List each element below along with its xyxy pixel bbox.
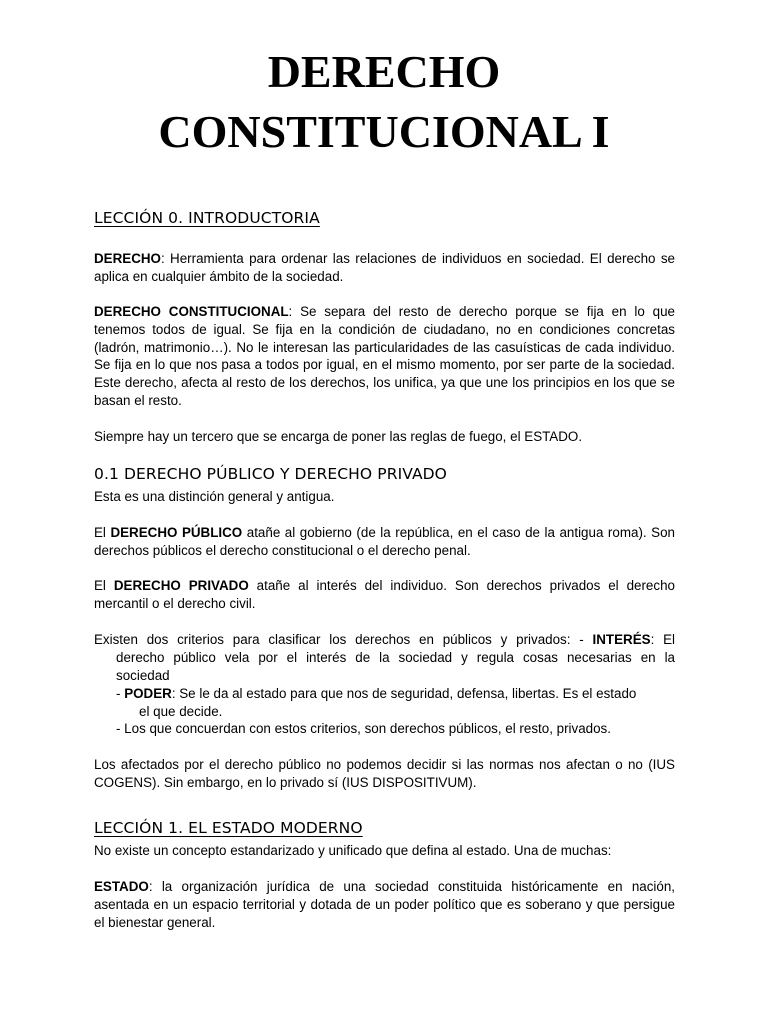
- criterios-lead: Existen dos criterios para clasificar los derechos en públicos y privados: -: [94, 632, 593, 647]
- poder-term: PODER: [124, 686, 172, 701]
- document-title-line2: CONSTITUCIONAL I: [158, 106, 610, 157]
- derecho-constitucional-text: : Se separa del resto de derecho porque se fija en lo que tenemos todos de igual. Se fija en la condición de ciudadano, no en condiciones concretas (ladrón, matrimonio…). No le interesan las particularidades de las casuísticas de cada individuo. Se fija en lo que nos pasa a todos por igual, en el mismo momento, por ser parte de la sociedad. Este derecho, afecta al resto de los derechos, los unifica, ya que une los principios en los que se basan el resto.: [94, 304, 675, 408]
- criterios-line1: [94, 631, 675, 649]
- afectados-paragraph: Los afectados por el derecho público no podemos decidir si las normas nos afectan o no (IUS COGENS). Sin embargo, en lo privado sí (IUS DISPOSITIVUM).: [94, 757, 675, 790]
- document-title-line1: DERECHO: [267, 46, 501, 97]
- criterios-line2: derecho público vela por el interés de la sociedad y regula cosas necesarias en la: [116, 650, 675, 665]
- publico-text: atañe al gobierno (de la república, en el caso de la antigua roma). Son derechos públicos el derecho constitucional o el derecho penal.: [94, 525, 675, 558]
- poder-line: [116, 685, 675, 703]
- estado-definition: [94, 878, 675, 931]
- lesson1-intro: No existe un concepto estandarizado y unificado que defina al estado. Una de muchas:: [94, 843, 612, 858]
- poder-text: : Se le da al estado para que nos de seguridad, defensa, libertas. Es el estado: [171, 686, 637, 701]
- poder-dash: -: [116, 686, 125, 701]
- section01-intro: Esta es una distinción general y antigua.: [94, 489, 335, 504]
- estado-text: : la organización jurídica de una sociedad constituida históricamente en nación, asentada en un espacio territorial y dotada de un poder político que es soberano y que persigue el bienestar general.: [94, 879, 675, 930]
- privado-pre: El: [94, 578, 114, 593]
- interes-text-first: : El: [650, 632, 675, 647]
- interes-term: INTERÉS: [592, 632, 651, 647]
- criterios-line3: sociedad: [116, 668, 170, 683]
- derecho-definition: [94, 250, 675, 286]
- derecho-publico-paragraph: [94, 524, 675, 560]
- resto-line: - Los que concuerdan con estos criterios, son derechos públicos, el resto, privados.: [116, 721, 611, 736]
- derecho-publico-term: DERECHO PÚBLICO: [110, 525, 243, 540]
- derecho-constitucional-definition: [94, 303, 675, 410]
- privado-text: atañe al interés del individuo. Son derechos privados el derecho mercantil o el derecho civil.: [94, 578, 675, 611]
- derecho-term: DERECHO: [94, 251, 161, 266]
- section01-heading: 0.1 DERECHO PÚBLICO Y DERECHO PRIVADO: [94, 465, 447, 483]
- derecho-privado-paragraph: [94, 577, 675, 613]
- derecho-privado-term: DERECHO PRIVADO: [113, 578, 249, 593]
- publico-pre: El: [94, 525, 111, 540]
- derecho-constitucional-term: DERECHO CONSTITUCIONAL: [94, 304, 289, 319]
- derecho-text: : Herramienta para ordenar las relaciones de individuos en sociedad. El derecho se aplica en cualquier ámbito de la sociedad.: [94, 251, 675, 284]
- estado-term: ESTADO: [94, 879, 149, 894]
- tercero-paragraph: Siempre hay un tercero que se encarga de poner las reglas de fuego, el ESTADO.: [94, 429, 583, 444]
- poder-line2: el que decide.: [139, 704, 223, 719]
- lesson1-heading: LECCIÓN 1. EL ESTADO MODERNO: [94, 819, 363, 837]
- lesson0-heading: LECCIÓN 0. INTRODUCTORIA: [94, 209, 320, 227]
